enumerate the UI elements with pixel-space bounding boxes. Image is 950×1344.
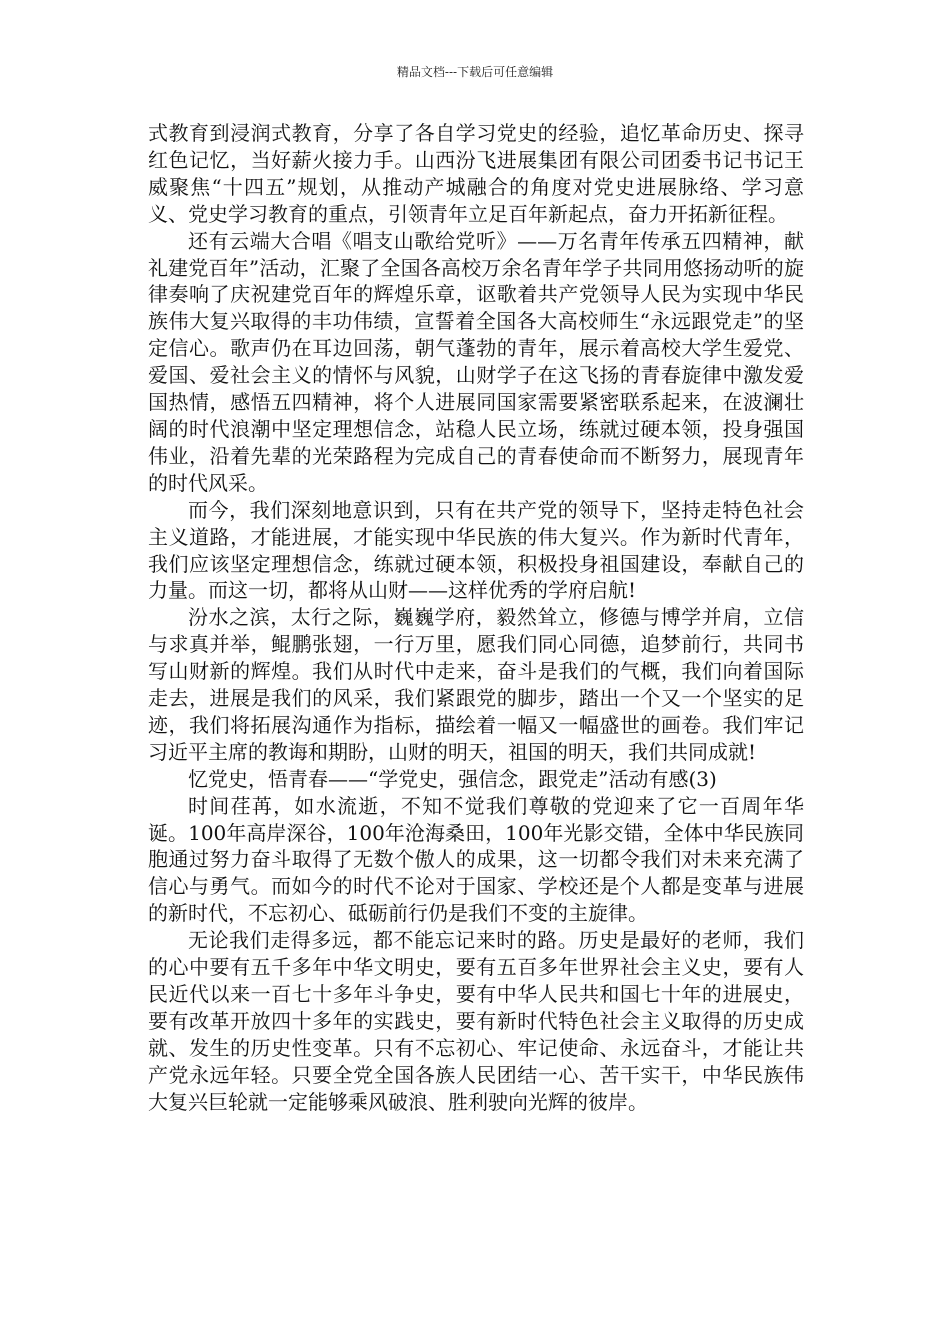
paragraph: 时间荏苒，如水流逝，不知不觉我们尊敬的党迎来了它一百周年华诞。100年高岸深谷，100年沧海桑田，100年光影交错，全体中华民族同胞通过努力奋斗取得了无数个傲人的成果，这一切都令我们对未来充满了信心与勇气。而如今的时代不论对于国家、学校还是个人都是变革与进展的新时代，不忘初心、砥砺前行仍是我们不变的主旋律。 xyxy=(148,793,804,926)
paragraph: 而今，我们深刻地意识到，只有在共产党的领导下，坚持走特色社会主义道路，才能进展，才能实现中华民族的伟大复兴。作为新时代青年，我们应该坚定理想信念，练就过硬本领，积极投身祖国建设，奉献自己的力量。而这一切，都将从山财——这样优秀的学府启航! xyxy=(148,497,804,603)
paragraph: 无论我们走得多远，都不能忘记来时的路。历史是最好的老师，我们的心中要有五千多年中华文明史，要有五百多年世界社会主义史，要有人民近代以来一百七十多年斗争史，要有中华人民共和国七十年的进展史，要有改革开放四十多年的实践史，要有新时代特色社会主义取得的历史成就、发生的历史性变革。只有不忘初心、牢记使命、永远奋斗，才能让共产党永远年轻。只要全党全国各族人民团结一心、苦干实干，中华民族伟大复兴巨轮就一定能够乘风破浪、胜利驶向光辉的彼岸。 xyxy=(148,928,804,1114)
paragraph: 还有云端大合唱《唱支山歌给党听》——万名青年传承五四精神，献礼建党百年”活动，汇聚了全国各高校万余名青年学子共同用悠扬动听的旋律奏响了庆祝建党百年的辉煌乐章，讴歌着共产党领导人民为实现中华民族伟大复兴取得的丰功伟绩，宣誓着全国各大高校师生“永远跟党走”的坚定信心。歌声仍在耳边回荡，朝气蓬勃的青年，展示着高校大学生爱党、爱国、爱社会主义的情怀与风貌，山财学子在这飞扬的青春旋律中激发爱国热情，感悟五四精神，将个人进展同国家需要紧密联系起来，在波澜壮阔的时代浪潮中坚定理想信念，站稳人民立场，练就过硬本领，投身强国伟业，沿着先辈的光荣路程为完成自己的青春使命而不断努力，展现青年的时代风采。 xyxy=(148,228,804,495)
paragraph: 式教育到浸润式教育，分享了各自学习党史的经验，追忆革命历史、探寻红色记忆，当好薪火接力手。山西汾飞进展集团有限公司团委书记书记王威聚焦“十四五”规划，从推动产城融合的角度对党史进展脉络、学习意义、党史学习教育的重点，引领青年立足百年新起点，奋力开拓新征程。 xyxy=(148,121,804,226)
paragraph: 汾水之滨，太行之际，巍巍学府，毅然耸立，修德与博学并肩，立信与求真并举，鲲鹏张翅，一行万里，愿我们同心同德，追梦前行，共同书写山财新的辉煌。我们从时代中走来，奋斗是我们的气概，我们向着国际走去，进展是我们的风采，我们紧跟党的脚步，踏出一个又一个坚实的足迹，我们将拓展沟通作为指标，描绘着一幅又一幅盛世的画卷。我们牢记习近平主席的教诲和期盼，山财的明天，祖国的明天，我们共同成就! xyxy=(148,605,804,764)
document-body xyxy=(148,120,804,1116)
section-title: 忆党史，悟青春——“学党史，强信念，跟党走”活动有感(3) xyxy=(188,766,717,791)
page-header: 精品文档---下载后可任意编辑 xyxy=(396,65,554,79)
